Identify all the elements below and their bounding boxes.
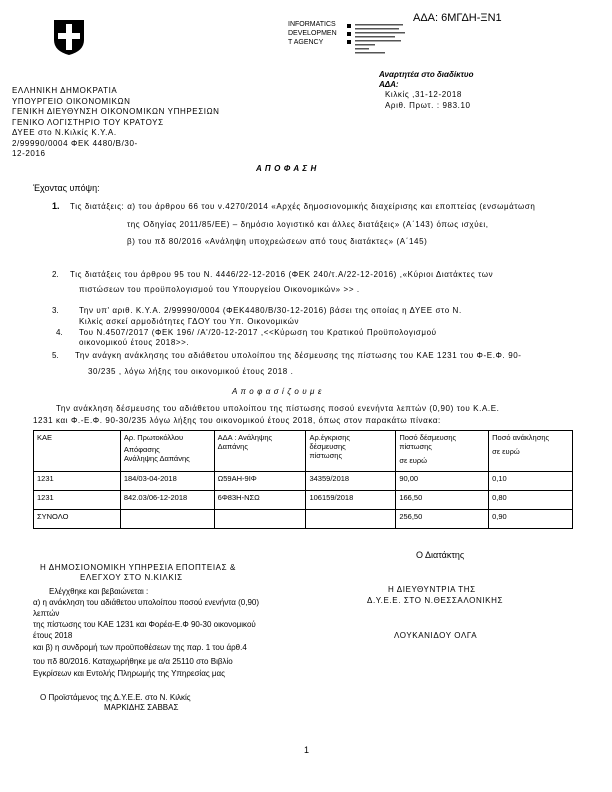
header-registration — [306, 431, 396, 472]
item-text: Την ανάγκη ανάκλησης του αδιάθετου υπολοίπου της δέσμευσης της πίστωσης του ΚΑΕ 1231 του Φ-Ε.Φ. 90- — [75, 351, 522, 360]
item-text: της Οδηγίας 2011/85/ΕΕ) – δημόσιο λογιστικό και άλλες διατάξεις» (Α΄143) όπως ισχύει, — [127, 220, 489, 229]
agency-line: T AGENCY — [288, 39, 324, 46]
cell-kae: 1231 — [34, 491, 121, 510]
authority-line: ΓΕΝΙΚΗ ΔΙΕΥΘΥΝΣΗ ΟΙΚΟΝΟΜΙΚΩΝ ΥΠΗΡΕΣΙΩΝ — [12, 107, 220, 116]
verification-text: α) η ανάκληση του αδιάθετου υπολοίπου ποσού ενενήντα (0,90) — [33, 598, 260, 607]
cell-empty — [306, 510, 396, 529]
header-text: Αρ.έγκρισης — [309, 433, 351, 442]
agency-stamp-icon — [347, 22, 407, 58]
ada-top: ΑΔΑ: 6ΜΓΔΗ-ΞΝ1 — [413, 12, 502, 24]
header-text: δέσμευσης — [309, 442, 346, 451]
issuer-title: Ο Διατάκτης — [416, 550, 465, 560]
table-total-row — [34, 510, 573, 529]
table-header-row — [34, 431, 573, 472]
verification-text: έτους 2018 — [33, 631, 73, 640]
item-text: Κιλκίς ασκεί αρμοδιότητες ΓΔΟΥ του Υπ. Οικονομικών — [79, 317, 300, 326]
verification-text: Εγκρίσεων και Εντολής Πληρωμής της Υπηρεσίας μας — [33, 669, 226, 678]
verification-text: Ελέγχθηκε και βεβαιώνεται : — [49, 587, 149, 596]
verification-text: της πίστωσης του ΚΑΕ 1231 και Φορέα-Ε.Φ 90-30 οικονομικού — [33, 620, 256, 629]
cell-amount: 166,50 — [396, 491, 489, 510]
table-row — [34, 472, 573, 491]
item-text: 30/235 , λόγω λήξης του οικονομικού έτους 2018 . — [88, 367, 294, 376]
header-revocation — [489, 431, 573, 472]
document-title: Α Π Ο Φ Α Σ Η — [256, 164, 317, 173]
publication-ada: ΑΔΑ: — [379, 80, 399, 89]
greek-emblem-icon — [52, 18, 86, 56]
item-number: 2. — [52, 270, 59, 279]
verification-text: και β) η συνδρομή των προϋποθέσεων της παρ. 1 του άρθ.4 — [33, 643, 247, 652]
cell-registration: 34359/2018 — [306, 472, 396, 491]
intro-text: Έχοντας υπόψη: — [33, 183, 100, 193]
supervision-title: ΕΛΕΓΧΟΥ ΣΤΟ Ν.ΚΙΛΚΙΣ — [80, 573, 183, 582]
item-text: οικονομικού έτους 2018>>. — [79, 338, 190, 347]
protocol-number: Αριθ. Πρωτ. : 983.10 — [385, 101, 471, 110]
revocation-table — [33, 430, 573, 529]
decision-text: Την ανάκληση δέσμευσης του αδιάθετου υπολοίπου της πίστωσης ποσού ενενήντα λεπτών (0,90) του Κ.Α.Ε. — [56, 404, 500, 413]
authority-line: 2/99990/0004 ΦΕΚ 4480/Β/30- — [12, 138, 138, 148]
agency-label — [288, 20, 337, 47]
cell-registration: 106159/2018 — [306, 491, 396, 510]
header-text: πίστωσης — [399, 442, 432, 451]
authority-block — [12, 86, 220, 160]
header-text: Ποσό ανάκλησης — [492, 433, 550, 442]
cell-revocation: 0,80 — [489, 491, 573, 510]
director-title: Η ΔΙΕΥΘΥΝΤΡΙΑ ΤΗΣ — [388, 585, 476, 594]
table-row — [34, 491, 573, 510]
decision-text: 1231 και Φ.-Ε.Φ. 90-30/235 λόγω λήξης του οικονομικού έτους 2018, όπως στον παρακάτω πίνακα: — [33, 416, 441, 425]
decision-heading: Α π ο φ α σ ί ζ ο υ μ ε — [232, 387, 322, 396]
supervision-title: Η ΔΗΜΟΣΙΟΝΟΜΙΚΗ ΥΠΗΡΕΣΙΑ ΕΠΟΠΤΕΙΑΣ & — [40, 563, 236, 572]
authority-line: ΔΥΕΕ στο Ν.Κιλκίς Κ.Υ.Α. — [12, 128, 117, 137]
header-text: ΑΔΑ : Ανάληψης — [217, 433, 273, 442]
page-number: 1 — [304, 745, 310, 755]
header-text: Αρ. Πρωτοκόλλου — [123, 433, 184, 442]
cell-ada: Ω59ΑΗ-9ΙΦ — [214, 472, 306, 491]
item-number: 3. — [52, 306, 59, 315]
cell-total-revocation: 0,90 — [489, 510, 573, 529]
verification-text: του πδ 80/2016. Καταχωρήθηκε με α/α 25110 στο Βιβλίο — [33, 657, 233, 666]
cell-amount: 90,00 — [396, 472, 489, 491]
authority-line: ΕΛΛΗΝΙΚΗ ΔΗΜΟΚΡΑΤΙΑ — [12, 86, 118, 95]
header-text: σε ευρώ — [399, 456, 427, 465]
item-number: 1. — [52, 201, 60, 211]
cell-total-amount: 256,50 — [396, 510, 489, 529]
head-title: Ο Προϊστάμενος της Δ.Υ.Ε.Ε. στο Ν. Κιλκίς — [40, 693, 191, 702]
item-number: 5. — [52, 351, 59, 360]
header-text: Ανάληψης Δαπάνης — [123, 454, 190, 463]
cell-empty — [120, 510, 214, 529]
cell-protocol: 184/03-04-2018 — [120, 472, 214, 491]
header-text: σε ευρώ — [492, 447, 520, 456]
item-text: β) του πδ 80/2016 «Ανάληψη υποχρεώσεων από τους διατάκτες» (Α΄145) — [127, 237, 428, 246]
item-text: πιστώσεων του προϋπολογισμού του Υπουργείου Οικονομικών» >> . — [79, 285, 360, 294]
cell-empty — [214, 510, 306, 529]
header-ada — [214, 431, 306, 472]
header-text: Ποσό δέσμευσης — [399, 433, 457, 442]
authority-line: ΓΕΝΙΚΟ ΛΟΓΙΣΤΗΡΙΟ ΤΟΥ ΚΡΑΤΟΥΣ — [12, 117, 164, 127]
header-kae: ΚΑΕ — [34, 431, 121, 472]
director-name: ΛΟΥΚΑΝΙΔΟΥ ΟΛΓΑ — [394, 631, 478, 640]
cell-total-label: ΣΥΝΟΛΟ — [34, 510, 121, 529]
cell-revocation: 0,10 — [489, 472, 573, 491]
verification-text: λεπτών — [33, 609, 60, 618]
cell-protocol: 842.03/06-12-2018 — [120, 491, 214, 510]
publication-note: Αναρτητέα στο διαδίκτυο — [379, 70, 474, 79]
header-amount — [396, 431, 489, 472]
director-office: Δ.Υ.Ε.Ε. ΣΤΟ Ν.ΘΕΣΣΑΛΟΝΙΚΗΣ — [367, 596, 504, 605]
item-text: Την υπ' αριθ. Κ.Υ.Α. 2/99990/0004 (ΦΕΚ4480/Β/30-12-2016) βάσει της οποίας η ΔΥΕΕ στο Ν. — [79, 306, 462, 315]
cell-kae: 1231 — [34, 472, 121, 491]
place-date: Κιλκίς ,31-12-2018 — [385, 90, 462, 99]
item-text: Τις διατάξεις του άρθρου 95 του Ν. 4446/22-12-2016 (ΦΕΚ 240/τ.Α/22-12-2016) ,«Κύριοι Διατάκτες των — [70, 270, 494, 279]
head-name: ΜΑΡΚΙΔΗΣ ΣΑΒΒΑΣ — [104, 703, 179, 712]
agency-line: DEVELOPMEN — [288, 30, 337, 37]
header-protocol — [120, 431, 214, 472]
header-text: Δαπάνης — [217, 442, 248, 451]
authority-line: 12-2016 — [12, 149, 46, 158]
item-number: 4. — [56, 328, 63, 337]
item-text: Τις διατάξεις: α) του άρθρου 66 του ν.4270/2014 «Αρχές δημοσιονομικής διαχείρισης και εποπτείας (ενσωμάτωση — [70, 202, 536, 211]
header-text: πίστωσης — [309, 451, 343, 460]
authority-line: ΥΠΟΥΡΓΕΙΟ ΟΙΚΟΝΟΜΙΚΩΝ — [12, 96, 131, 106]
item-text: Του Ν.4507/2017 (ΦΕΚ 196/ /Α'/20-12-2017 ,<<Κύρωση του Κρατικού Προϋπολογισμού — [79, 328, 437, 337]
header-text: Απόφασης — [123, 445, 160, 454]
agency-line: INFORMATICS — [288, 21, 336, 28]
cell-ada: 6Φ83Η-ΝΣΩ — [214, 491, 306, 510]
